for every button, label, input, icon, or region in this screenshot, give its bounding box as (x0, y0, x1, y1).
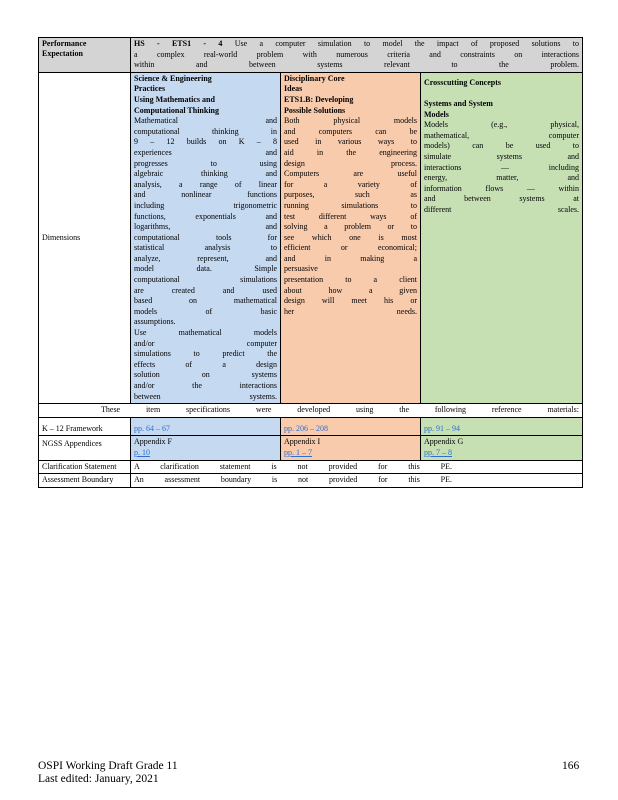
sep-heading-line: Using Mathematics and (134, 94, 215, 104)
dci-heading-line: Ideas (284, 84, 303, 94)
sep-body-line: Use mathematical models (134, 328, 277, 338)
assessment-label: Assessment Boundary (39, 474, 131, 488)
ngss-ref-sep (131, 436, 281, 460)
sep-body-line: and nonlinear functions (134, 190, 277, 200)
ngss-label: NGSS Appendices (39, 436, 131, 460)
ccc-body-line: and between systems at (424, 194, 579, 204)
dci-heading-line: ETS1.B: Developing (284, 94, 354, 104)
spec-note-row (39, 404, 583, 418)
dci-body-line: presentation to a client (284, 275, 417, 285)
sep-body-line: assumptions. (134, 317, 176, 327)
dci-body-line: Computers are useful (284, 169, 417, 179)
dci-body-line: running simulations to (284, 200, 417, 210)
dci-heading-line: Disciplinary Core (284, 73, 345, 83)
pe-text-line-2: a complex real-world problem with numerous criteria and constraints on interactions (134, 49, 579, 59)
sep-body-line: functions, exponentials and (134, 211, 277, 221)
sep-body-line: are created and used (134, 285, 277, 295)
dci-body-line: purposes, such as (284, 190, 417, 200)
sep-body (134, 116, 277, 402)
ccc-body-line: information flows — within (424, 183, 579, 193)
dci-body-line: design process. (284, 158, 417, 168)
ccc-body-line: simulate systems and (424, 151, 579, 161)
dci-body-line: about how a given (284, 285, 417, 295)
sep-body-line: simulations to predict the (134, 349, 277, 359)
ccc-body-line: models) can be used to (424, 141, 579, 151)
framework-label: K – 12 Framework (39, 417, 131, 436)
dci-body-line: solving a problem or to (284, 222, 417, 232)
pe-description (131, 38, 583, 73)
sep-heading-line: Practices (134, 84, 166, 94)
clarification-row (39, 460, 583, 474)
sep-body-line: logarithms, and (134, 222, 277, 232)
ngss-row (39, 436, 583, 460)
dci-body-line: design will meet his or (284, 296, 417, 306)
sep-body-line: computational simulations (134, 275, 277, 285)
dci-body-line: for a variety of (284, 179, 417, 189)
ccc-body-line: mathematical, computer (424, 130, 579, 140)
sep-body-line: model data. Simple (134, 264, 277, 274)
framework-row (39, 417, 583, 436)
assessment-text: An assessment boundary is not provided for this PE. (131, 474, 583, 488)
sep-body-line: between systems. (134, 391, 277, 401)
sep-body-line: Mathematical and (134, 116, 277, 126)
ccc-heading-line: Systems and System (424, 98, 493, 108)
dci-cell (281, 72, 421, 403)
sep-cell (131, 72, 281, 403)
appendix-title-sep: Appendix F (134, 437, 172, 447)
sep-body-line: statistical analysis to (134, 243, 277, 253)
dci-heading-line: Possible Solutions (284, 105, 346, 115)
dci-body-line: her needs. (284, 306, 417, 316)
ccc-cell (421, 72, 583, 403)
framework-ref-sep: pp. 64 – 67 (131, 417, 281, 436)
sep-body-line: experiences and (134, 147, 277, 157)
appendix-page-ccc[interactable]: pp. 7 – 8 (424, 447, 452, 457)
appendix-page-sep[interactable]: p. 10 (134, 447, 150, 457)
dimensions-label: Dimensions (39, 72, 131, 403)
sep-heading-line: Science & Engineering (134, 73, 212, 83)
dci-body-line: efficient or economical; (284, 243, 417, 253)
ngss-ref-dci (281, 436, 421, 460)
pe-code: HS - ETS1 - 4 (134, 39, 223, 48)
sep-body-line: and/or computer (134, 338, 277, 348)
clarification-label: Clarification Statement (39, 460, 131, 474)
sep-body-line: analyze, represent, and (134, 253, 277, 263)
dimensions-row (39, 72, 583, 403)
footer-last-edited: Last edited: January, 2021 (38, 773, 159, 785)
ccc-body (424, 120, 579, 215)
footer-draft-label: OSPI Working Draft Grade 11 (38, 760, 178, 772)
pe-text-line-1: Use a computer simulation to model the impact of proposed solutions to (234, 39, 580, 48)
appendix-title-dci: Appendix I (284, 437, 321, 447)
page-number: 166 (562, 760, 580, 772)
performance-expectation-table (38, 37, 583, 488)
sep-heading-line: Computational Thinking (134, 105, 219, 115)
dci-body-line: Both physical models (284, 116, 417, 126)
ccc-heading (424, 74, 579, 120)
ccc-body-line: interactions — including (424, 162, 579, 172)
framework-ref-ccc: pp. 91 – 94 (421, 417, 583, 436)
dci-body (284, 116, 417, 317)
sep-body-line: solution on systems (134, 370, 277, 380)
dci-body-line: aid in the engineering (284, 147, 417, 157)
clarification-text: A clarification statement is not provided for this PE. (131, 460, 583, 474)
assessment-row (39, 474, 583, 488)
sep-body-line: computational tools for (134, 232, 277, 242)
ccc-body-line: Models (e.g., physical, (424, 120, 579, 130)
sep-body-line: effects of a design (134, 359, 277, 369)
appendix-page-dci[interactable]: pp. 1 – 7 (284, 447, 312, 457)
sep-body-line: and/or the interactions (134, 381, 277, 390)
sep-body-line: analysis, a range of linear (134, 179, 277, 189)
sep-body-line: models of basic (134, 306, 277, 316)
page-footer (38, 760, 178, 786)
sep-body-line: 9 – 12 builds on K – 8 (134, 137, 277, 147)
sep-body-line: algebraic thinking and (134, 169, 277, 179)
spec-note: These item specifications were developed using the following reference materials: (39, 404, 583, 418)
ccc-heading-line: Models (424, 109, 449, 119)
pe-text-line-3: within and between systems relevant to the problem. (134, 60, 579, 70)
sep-heading (134, 74, 277, 116)
ccc-body-line: energy, matter, and (424, 173, 579, 183)
dci-body-line: persuasive (284, 264, 318, 274)
ccc-heading-line (424, 88, 579, 99)
appendix-title-ccc: Appendix G (424, 437, 464, 447)
pe-row (39, 38, 583, 73)
dci-body-line: test different ways of (284, 211, 417, 221)
sep-body-line: progresses to using (134, 158, 277, 168)
sep-body-line: based on mathematical (134, 296, 277, 306)
dci-body-line: and in making a (284, 253, 417, 263)
dci-body-line: used in various ways to (284, 137, 417, 147)
ngss-ref-ccc (421, 436, 583, 460)
ccc-body-line: different scales. (424, 204, 579, 214)
pe-label: Performance Expectation (39, 38, 131, 73)
framework-ref-dci: pp. 206 – 208 (281, 417, 421, 436)
dci-body-line: and computers can be (284, 126, 417, 136)
sep-body-line: computational thinking in (134, 126, 277, 136)
sep-body-line: including trigonometric (134, 200, 277, 210)
dci-body-line: see which one is most (284, 232, 417, 242)
dci-heading (284, 74, 417, 116)
ccc-heading-line: Crosscutting Concepts (424, 77, 501, 87)
